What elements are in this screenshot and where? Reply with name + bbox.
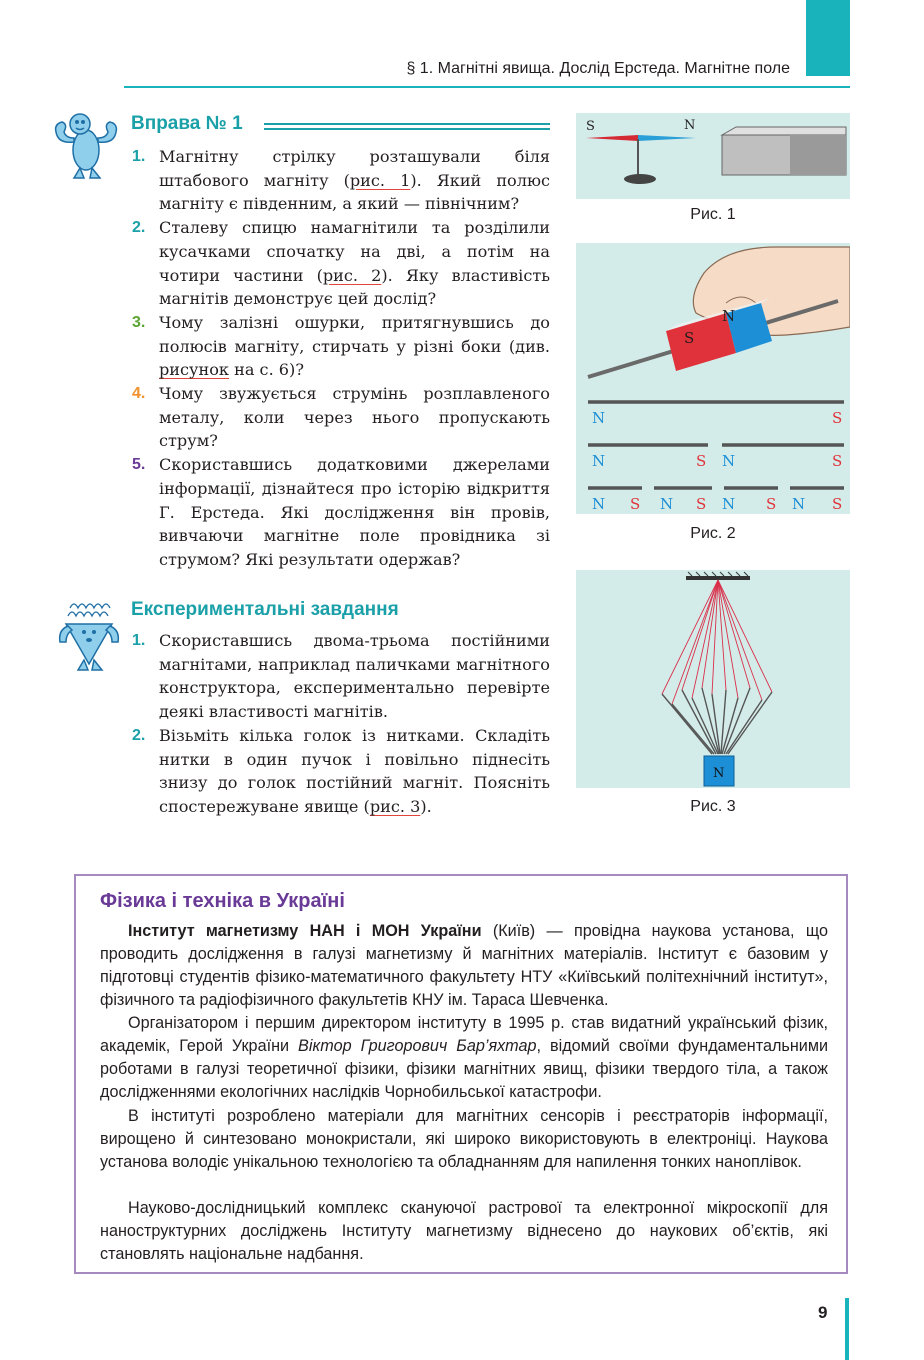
thinking-mascot-icon (56, 598, 122, 672)
svg-text:S: S (832, 452, 843, 470)
box-title: Фізика і техніка в Україні (100, 890, 345, 912)
strongman-mascot-icon (50, 110, 122, 180)
svg-text:N: N (792, 495, 806, 513)
item-number: 2. (132, 726, 146, 744)
svg-text:N: N (592, 452, 606, 470)
experiment-item: 2. Візьміть кілька голок із нитками. Складіть нитки в один пучок і повільно піднесіть знизу до голок постійний магніт. Поясніть спостережуване явище (рис. 3). (132, 725, 550, 816)
exercise-list (132, 145, 550, 572)
item-number: 4. (132, 385, 146, 403)
fig2-caption: Рис. 2 (690, 525, 736, 542)
compass-and-magnet-illustration (576, 113, 850, 199)
svg-text:N: N (592, 495, 606, 513)
fig1-caption: Рис. 1 (690, 206, 736, 223)
box-paragraph: В інституті розроблено матеріали для магнітних сенсорів і реєстраторів інформації, вирощено й синтезовано монокристали, які широко використовують в електроніці. Наукова установа володіє унікальною технологією та обладнанням для напилення тонких наноплівок. (100, 1107, 828, 1172)
svg-text:S: S (696, 495, 707, 513)
pole-n-label: N (684, 118, 696, 133)
exercise-item: 3. Чому залізні ошурки, притягнувшись до полюсів магніту, стирчать у різні боки (див. рисунок на с. 6)? (132, 312, 550, 380)
svg-text:N: N (660, 495, 674, 513)
item-number: 5. (132, 456, 146, 474)
experiments-title: Експериментальні завдання (131, 599, 399, 620)
item-number: 1. (132, 632, 146, 649)
magnet-pole-label: N (713, 766, 725, 781)
fig1-link[interactable]: рис. 1 (349, 170, 411, 190)
item-number: 3. (132, 313, 146, 331)
svg-text:S: S (696, 452, 707, 470)
item-number: 2. (132, 219, 146, 237)
fig3-caption: Рис. 3 (690, 798, 736, 815)
page-number: 9 (818, 1303, 828, 1322)
title-rule (264, 122, 550, 132)
item-number: 1. (132, 148, 146, 165)
exercise-item: 5. Скориставшись додатковими джерелами інформації, дізнайтеся про історію відкриття Г. Ерстеда. Які дослідження він провів, вивчаючи магнітне поле провідника зі струмом? Які результати одержав? (132, 455, 550, 569)
header-rule (124, 86, 850, 88)
svg-text:S: S (832, 495, 843, 513)
experiment-item: 1. Скориставшись двома-трьома постійними магнітами, наприклад паличками магнітного конструктора, експериментально перевірте деякі властивості магнітів. (132, 631, 550, 722)
svg-text:S: S (630, 495, 641, 513)
svg-text:S: S (832, 409, 843, 427)
running-header: § 1. Магнітні явища. Дослід Ерстеда. Магнітне поле (406, 60, 790, 77)
page-number-bar (845, 1298, 849, 1360)
exercise-item: 2. Сталеву спицю намагнітили та розділили кусачками спочатку на дві, а потім на чотири частини (рис. 2). Яку властивість магнітів демонструє цей дослід? (132, 218, 550, 309)
figure-link[interactable]: рисунок (159, 360, 229, 380)
exercise-item: 4. Чому звужується струмінь розплавленого металу, коли через нього пропускають струм? (132, 384, 550, 451)
fig3-link[interactable]: рис. 3 (369, 796, 421, 816)
figure-2 (576, 243, 850, 514)
physics-ukraine-box (74, 874, 848, 1274)
exercise-title: Вправа № 1 (131, 113, 243, 134)
svg-text:S: S (766, 495, 777, 513)
exercise-item: 1. Магнітну стрілку розташували біля штабового магніту (рис. 1). Який полюс магніту є південним, а який — північним? (132, 147, 550, 214)
fig2-link[interactable]: рис. 2 (322, 265, 382, 285)
needles-on-threads-illustration (576, 570, 850, 788)
pole-s-label: S (586, 119, 595, 134)
box-paragraph: Організатором і першим директором інституту в 1995 р. став видатний український фізик, академік, Герой України Віктор Григорович Бар’яхтар, відомий своїми фундаментальними роботами в галузі теоретичної фізики, фізики магнітних явищ, фізики твердого тіла, а також дослідженнями екологічних наслідків Чорнобильської катастрофи. (100, 1014, 828, 1102)
svg-text:S: S (684, 329, 695, 347)
figure-3 (576, 570, 850, 788)
chapter-tab (806, 0, 850, 76)
svg-text:N: N (722, 495, 736, 513)
box-paragraph: Інститут магнетизму НАН і МОН України (Київ) — провідна наукова установа, що проводить дослідження в галузі магнетизму й магнітних матеріалів. Інститут є базовим у підготовці студентів фізико-математичного факультету НТУ «Київський політехнічний інститут», фізичного та радіофізичного факультетів КНУ ім. Тараса Шевченка. (100, 922, 828, 1010)
svg-text:N: N (722, 452, 736, 470)
experiments-list (132, 629, 550, 819)
svg-text:N: N (722, 307, 736, 325)
magnetized-needle-illustration (576, 243, 850, 514)
svg-text:N: N (592, 409, 606, 427)
box-paragraph: Науково-дослідницький комплекс скануючої растрової та електронної мікроскопії для наноструктурних досліджень Інституту магнетизму віднесено до наукових об’єктів, які становлять національне надбання. (100, 1199, 828, 1264)
figure-1 (576, 113, 850, 199)
